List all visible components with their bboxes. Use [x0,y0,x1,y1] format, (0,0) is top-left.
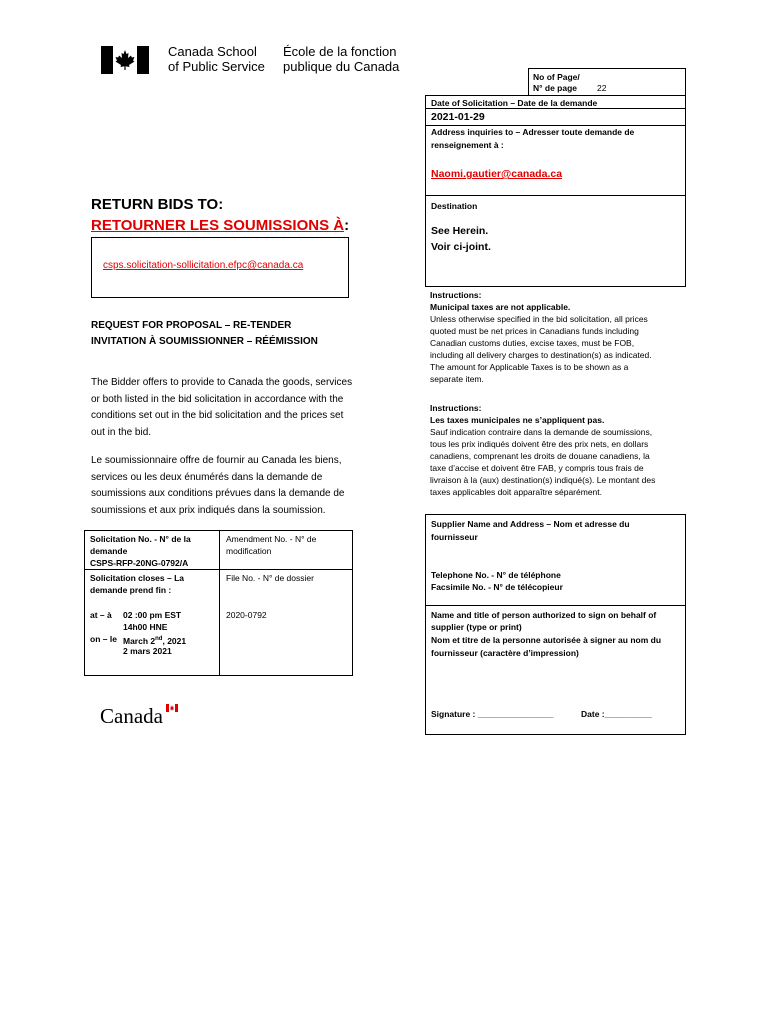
instructions-fr-heading: Instructions: [430,403,482,413]
authorized-line-4: fournisseur (caractère d’impression) [431,648,579,658]
offer-fr-line: soumissions et aux prix indiqués dans la soumission. [91,504,326,516]
destination-label: Destination [431,201,478,211]
instructions-fr [430,402,690,498]
solicitation-table [84,530,353,676]
supplier-box [425,514,686,735]
offer-fr-line: Le soumissionnaire offre de fournir au Canada les biens, [91,455,342,466]
instructions-en-line: quoted must be net prices in Canadians funds including [430,326,639,336]
closes-label-2: demande prend fin : [90,585,172,595]
maple-leaf-icon [114,49,136,71]
solicitation-no-cell [90,533,191,569]
instructions-fr-line: livraison à la (aux) destination(s) indiqué(s). Le montant des [430,475,656,485]
destination-line-1: See Herein. [431,225,489,237]
inquiries-label-2: renseignement à : [431,140,504,150]
offer-fr-line: services ou les deux énumérés dans la demande de [91,471,323,483]
school-fr-line-2: publique du Canada [283,59,400,74]
rfp-line-1: REQUEST FOR PROPOSAL – RE-TENDER [91,320,292,331]
page-count: 22 [597,83,607,93]
rfp-line-2: INVITATION À SOUMISSIONNER – RÉÉMISSION [91,336,318,347]
instructions-fr-line: taxes applicables doit apparaître séparément. [430,487,602,497]
page-number-box [528,68,686,95]
inquiries-label-1: Address inquiries to – Adresser toute demande de [431,127,635,137]
offer-en-line: conditions set out in the bid solicitation and the prices set [91,410,344,421]
canada-wordmark [100,704,163,729]
authorized-line-2: supplier (type or print) [431,622,522,632]
instructions-en-line: Unless otherwise specified in the bid solicitation, all prices [430,314,648,324]
closing-time-en: 02 :00 pm EST [123,610,182,620]
closing-date-en-year: , 2021 [162,635,187,646]
solicitation-info-box [425,95,686,287]
closing-date-en-main: March 2 [123,635,156,646]
solicitation-no-label-1: Solicitation No. - N° de la [90,534,191,544]
supplier-label-2: fournisseur [431,532,478,542]
offer-paragraph-fr [91,453,345,519]
closes-label-1: Solicitation closes – La [90,573,185,583]
closing-date-en [123,633,186,647]
rfp-title [91,318,318,350]
csps-logo [101,46,149,74]
on-label: on – le [90,634,117,644]
supplier-fax-label: Facsimile No. - N° de télécopieur [431,582,563,592]
solicitation-date-label: Date of Solicitation – Date de la demande [431,98,598,108]
offer-paragraph-en [91,375,352,441]
authorized-line-3: Nom et titre de la personne autorisée à signer au nom du [431,635,662,645]
solicitation-no-value: CSPS-RFP-20NG-0792/A [90,558,189,568]
supplier-phone-label: Telephone No. - N° de téléphone [431,570,561,580]
instructions-en-line: The amount for Applicable Taxes is to be shown as a [430,362,629,372]
supplier-label-1: Supplier Name and Address – Nom et adresse du [431,519,630,529]
school-name-en [168,44,265,74]
amendment-label-2: modification [226,546,272,556]
signature-line[interactable]: Signature : ________________ [431,709,554,719]
instructions-fr-line: taxe d’accise et doivent être FAB, y compris tous frais de [430,463,644,473]
instructions-en-heading: Instructions: [430,290,482,300]
file-no-value: 2020-0792 [226,610,267,620]
signature-date-line[interactable]: Date :__________ [581,709,652,719]
amendment-no-cell [226,533,316,557]
page-label-fr: N° de page [533,83,578,93]
offer-en-line: The Bidder offers to provide to Canada the goods, services [91,377,353,388]
inquiries-email-link[interactable]: Naomi.gautier@canada.ca [431,168,563,180]
instructions-en-line: separate item. [430,374,484,384]
authorized-line-1: Name and title of person authorized to sign on behalf of [431,610,657,620]
school-en-line-2: of Public Service [168,59,265,74]
return-bids-box [91,237,349,298]
closing-date-en-suffix: nd [155,636,163,642]
destination-line-2: Voir ci-joint. [431,241,491,253]
return-bids-title-fr [91,217,349,234]
solicitation-date-value: 2021-01-29 [431,111,485,123]
closes-cell [90,572,184,596]
offer-en-line: out in the bid. [91,426,152,438]
return-bids-title-en: RETURN BIDS TO: [91,196,224,213]
at-label: at – à [90,610,112,620]
instructions-en-line: including all delivery charges to destination(s) as indicated. [430,350,652,360]
flag-right-bar [137,46,149,74]
closing-time-fr: 14h00 HNE [123,622,168,632]
offer-en-line: or both listed in the bid solicitation in accordance with the [91,393,344,405]
solicitation-no-label-2: demande [90,546,128,556]
wordmark-flag-icon [166,704,178,712]
flag-left-bar [101,46,113,74]
offer-fr-line: soumissions aux conditions prévues dans la demande de [91,488,345,499]
school-en-line-1: Canada School [168,44,257,59]
school-fr-line-1: École de la fonction [283,44,397,59]
closing-time-cell [90,609,218,657]
instructions-fr-subheading: Les taxes municipales ne s’appliquent pas. [430,415,605,425]
instructions-en-line: Canadian customs duties, excise taxes, must be FOB, [430,338,635,348]
instructions-en-subheading: Municipal taxes are not applicable. [430,302,571,312]
instructions-fr-line: Sauf indication contraire dans la demande de soumissions, [430,427,653,437]
amendment-label-1: Amendment No. - N° de [226,534,317,544]
closing-date-fr: 2 mars 2021 [123,646,172,656]
canada-wordmark-text: Canada [100,704,163,728]
school-name-fr [283,44,399,74]
instructions-en [430,289,690,385]
file-no-label: File No. - N° de dossier [226,573,314,583]
instructions-fr-line: canadiens, comprenant les droits de douane canadiens, la [430,451,650,461]
return-bids-title-fr-text: RETOURNER LES SOUMISSIONS À [91,217,345,234]
page-label-en: No of Page/ [533,72,580,82]
return-bids-email-link[interactable]: csps.solicitation-sollicitation.efpc@canada.ca [103,260,304,271]
return-bids-colon: : [344,217,350,234]
instructions-fr-line: tous les prix indiqués doivent être des prix nets, en dollars [430,439,649,449]
